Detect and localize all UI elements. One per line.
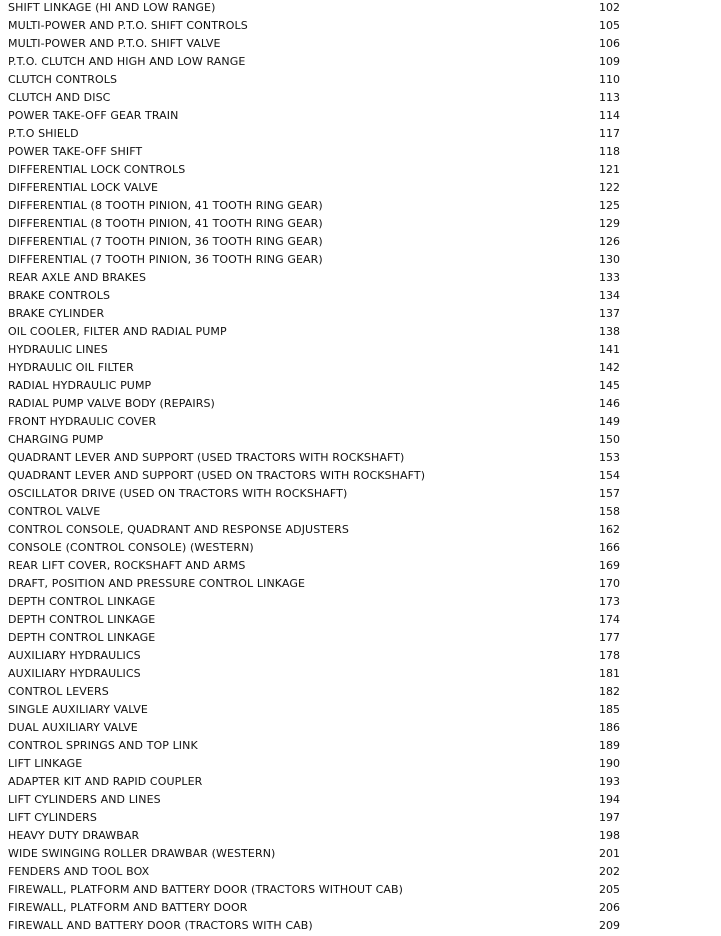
toc-entry-title[interactable]: CLUTCH AND DISC [8,91,111,104]
toc-row[interactable] [0,540,721,558]
toc-page-number: 110 [599,73,620,86]
toc-row[interactable] [0,558,721,576]
toc-entry-title[interactable]: AUXILIARY HYDRAULICS [8,667,141,680]
toc-row[interactable] [0,180,721,198]
toc-page-number: 133 [599,271,620,284]
toc-entry-title[interactable]: SHIFT LINKAGE (HI AND LOW RANGE) [8,1,216,14]
toc-row[interactable] [0,648,721,666]
toc-entry-title[interactable]: OIL COOLER, FILTER AND RADIAL PUMP [8,325,227,338]
toc-entry-title[interactable]: DIFFERENTIAL (8 TOOTH PINION, 41 TOOTH RING GEAR) [8,199,323,212]
toc-page-number: 125 [599,199,620,212]
toc-page-number: 173 [599,595,620,608]
toc-page-number: 118 [599,145,620,158]
toc-entry-title[interactable]: BRAKE CYLINDER [8,307,105,320]
toc-entry-title[interactable]: DIFFERENTIAL (7 TOOTH PINION, 36 TOOTH RING GEAR) [8,235,323,248]
toc-entry-title[interactable]: FIREWALL, PLATFORM AND BATTERY DOOR [8,901,248,914]
toc-row[interactable] [0,666,721,684]
toc-entry-title[interactable]: FRONT HYDRAULIC COVER [8,415,157,428]
toc-entry-title[interactable]: RADIAL HYDRAULIC PUMP [8,379,152,392]
toc-row[interactable] [0,702,721,720]
toc-page-number: 134 [599,289,620,302]
toc-entry-title[interactable]: P.T.O. CLUTCH AND HIGH AND LOW RANGE [8,55,246,68]
toc-entry-title[interactable]: DEPTH CONTROL LINKAGE [8,613,156,626]
toc-entry-title[interactable]: SINGLE AUXILIARY VALVE [8,703,148,716]
toc-page-number: 117 [599,127,620,140]
toc-entry-title[interactable]: MULTI-POWER AND P.T.O. SHIFT CONTROLS [8,19,248,32]
toc-page-number: 166 [599,541,620,554]
toc-page-number: 158 [599,505,620,518]
toc-row[interactable] [0,306,721,324]
toc-row[interactable] [0,522,721,540]
toc-page-number: 126 [599,235,620,248]
toc-page-number: 198 [599,829,620,842]
toc-page-number: 205 [599,883,620,896]
toc-page-number: 194 [599,793,620,806]
toc-row[interactable] [0,90,721,108]
toc-page-number: 174 [599,613,620,626]
toc-page-number: 190 [599,757,620,770]
toc-entry-title[interactable]: QUADRANT LEVER AND SUPPORT (USED ON TRACTORS WITH ROCKSHAFT) [8,469,426,482]
toc-row[interactable] [0,108,721,126]
toc-entry-title[interactable]: DIFFERENTIAL LOCK VALVE [8,181,159,194]
toc-row[interactable] [0,0,721,18]
toc-entry-title[interactable]: RADIAL PUMP VALVE BODY (REPAIRS) [8,397,215,410]
toc-page-number: 153 [599,451,620,464]
toc-page-number: 150 [599,433,620,446]
toc-page-number: 185 [599,703,620,716]
toc-row[interactable] [0,162,721,180]
toc-page-number: 145 [599,379,620,392]
toc-entry-title[interactable]: WIDE SWINGING ROLLER DRAWBAR (WESTERN) [8,847,276,860]
toc-page-number: 149 [599,415,620,428]
toc-entry-title[interactable]: CONTROL VALVE [8,505,101,518]
toc-page-number: 141 [599,343,620,356]
toc-row[interactable] [0,918,721,936]
toc-page-number: 129 [599,217,620,230]
toc-entry-title[interactable]: CONTROL CONSOLE, QUADRANT AND RESPONSE ADJUSTERS [8,523,349,536]
toc-entry-title[interactable]: CONSOLE (CONTROL CONSOLE) (WESTERN) [8,541,254,554]
toc-row[interactable] [0,378,721,396]
toc-entry-title[interactable]: FIREWALL AND BATTERY DOOR (TRACTORS WITH CAB) [8,919,313,932]
toc-page-number: 177 [599,631,620,644]
toc-page-number: 193 [599,775,620,788]
toc-page-number: 146 [599,397,620,410]
toc-page-number: 142 [599,361,620,374]
toc-entry-title[interactable]: LIFT LINKAGE [8,757,83,770]
toc-page-number: 121 [599,163,620,176]
toc-row[interactable] [0,486,721,504]
toc-entry-title[interactable]: DRAFT, POSITION AND PRESSURE CONTROL LINKAGE [8,577,305,590]
toc-page-number: 102 [599,1,620,14]
toc-row[interactable] [0,882,721,900]
toc-page-number: 189 [599,739,620,752]
toc-page-number: 122 [599,181,620,194]
toc-row[interactable] [0,576,721,594]
toc-entry-title[interactable]: REAR LIFT COVER, ROCKSHAFT AND ARMS [8,559,246,572]
toc-row[interactable] [0,720,721,738]
toc-row[interactable] [0,594,721,612]
toc-row[interactable] [0,72,721,90]
toc-entry-title[interactable]: CLUTCH CONTROLS [8,73,118,86]
toc-entry-title[interactable]: CONTROL SPRINGS AND TOP LINK [8,739,198,752]
toc-entry-title[interactable]: DEPTH CONTROL LINKAGE [8,595,156,608]
toc-page-number: 154 [599,469,620,482]
toc-page-number: 113 [599,91,620,104]
toc-row[interactable] [0,126,721,144]
toc-entry-title[interactable]: FENDERS AND TOOL BOX [8,865,150,878]
toc-row[interactable] [0,396,721,414]
toc-row[interactable] [0,18,721,36]
toc-entry-title[interactable]: P.T.O SHIELD [8,127,79,140]
toc-entry-title[interactable]: HYDRAULIC LINES [8,343,108,356]
toc-entry-title[interactable]: HEAVY DUTY DRAWBAR [8,829,140,842]
toc-row[interactable] [0,792,721,810]
toc-entry-title[interactable]: POWER TAKE-OFF SHIFT [8,145,143,158]
toc-row[interactable] [0,846,721,864]
toc-row[interactable] [0,828,721,846]
toc-page-number: 138 [599,325,620,338]
toc-page-number: 182 [599,685,620,698]
toc-entry-title[interactable]: REAR AXLE AND BRAKES [8,271,147,284]
toc-page-number: 186 [599,721,620,734]
toc-page-number: 197 [599,811,620,824]
toc-page-number: 162 [599,523,620,536]
toc-row[interactable] [0,756,721,774]
toc-entry-title[interactable]: FIREWALL, PLATFORM AND BATTERY DOOR (TRACTORS WITHOUT CAB) [8,883,404,896]
toc-entry-title[interactable]: OSCILLATOR DRIVE (USED ON TRACTORS WITH ROCKSHAFT) [8,487,348,500]
toc-page-number: 209 [599,919,620,932]
toc-row[interactable] [0,360,721,378]
toc-row[interactable] [0,36,721,54]
toc-entry-title[interactable]: DUAL AUXILIARY VALVE [8,721,138,734]
toc-row[interactable] [0,504,721,522]
toc-row[interactable] [0,288,721,306]
toc-page-number: 130 [599,253,620,266]
toc-entry-title[interactable]: POWER TAKE-OFF GEAR TRAIN [8,109,179,122]
toc-entry-title[interactable]: QUADRANT LEVER AND SUPPORT (USED TRACTORS WITH ROCKSHAFT) [8,451,405,464]
toc-page-number: 109 [599,55,620,68]
toc-entry-title[interactable]: HYDRAULIC OIL FILTER [8,361,134,374]
toc-row[interactable] [0,198,721,216]
toc-page-number: 137 [599,307,620,320]
toc-page-number: 106 [599,37,620,50]
toc-row[interactable] [0,216,721,234]
toc-entry-title[interactable]: LIFT CYLINDERS AND LINES [8,793,161,806]
toc-entry-title[interactable]: BRAKE CONTROLS [8,289,111,302]
toc-row[interactable] [0,630,721,648]
toc-row[interactable] [0,810,721,828]
toc-row[interactable] [0,432,721,450]
toc-page-number: 206 [599,901,620,914]
toc-entry-title[interactable]: DIFFERENTIAL LOCK CONTROLS [8,163,186,176]
toc-row[interactable] [0,864,721,882]
toc-row[interactable] [0,270,721,288]
toc-row[interactable] [0,234,721,252]
toc-row[interactable] [0,54,721,72]
toc-page-number: 169 [599,559,620,572]
toc-row[interactable] [0,468,721,486]
toc-row[interactable] [0,774,721,792]
toc-page-number: 201 [599,847,620,860]
toc-row[interactable] [0,684,721,702]
toc-row[interactable] [0,342,721,360]
toc-row[interactable] [0,900,721,918]
toc-entry-title[interactable]: DIFFERENTIAL (7 TOOTH PINION, 36 TOOTH RING GEAR) [8,253,323,266]
toc-row[interactable] [0,450,721,468]
toc-page-number: 105 [599,19,620,32]
toc-entry-title[interactable]: ADAPTER KIT AND RAPID COUPLER [8,775,203,788]
toc-page-number: 170 [599,577,620,590]
toc-row[interactable] [0,612,721,630]
toc-page-number: 157 [599,487,620,500]
toc-row[interactable] [0,252,721,270]
toc-entry-title[interactable]: LIFT CYLINDERS [8,811,97,824]
toc-entry-title[interactable]: MULTI-POWER AND P.T.O. SHIFT VALVE [8,37,221,50]
toc-page-number: 178 [599,649,620,662]
toc-entry-title[interactable]: AUXILIARY HYDRAULICS [8,649,141,662]
toc-entry-title[interactable]: DEPTH CONTROL LINKAGE [8,631,156,644]
toc-entry-title[interactable]: CONTROL LEVERS [8,685,109,698]
toc-row[interactable] [0,414,721,432]
toc-page-number: 114 [599,109,620,122]
toc-row[interactable] [0,144,721,162]
toc-entry-title[interactable]: DIFFERENTIAL (8 TOOTH PINION, 41 TOOTH RING GEAR) [8,217,323,230]
toc-row[interactable] [0,738,721,756]
toc-row[interactable] [0,324,721,342]
toc-page-number: 181 [599,667,620,680]
toc-entry-title[interactable]: CHARGING PUMP [8,433,104,446]
toc-page-number: 202 [599,865,620,878]
